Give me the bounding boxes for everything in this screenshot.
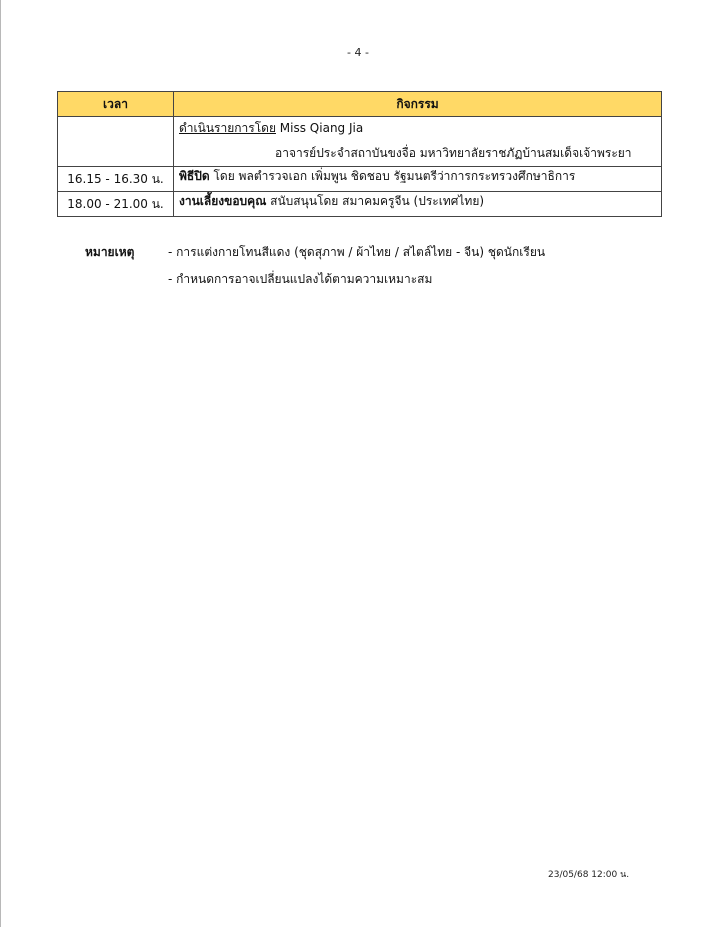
time-cell bbox=[58, 117, 174, 167]
moderator-line bbox=[179, 119, 656, 138]
moderator-name: Miss Qiang Jia bbox=[275, 121, 364, 135]
note-item: - การแต่งกายโทนสีแดง (ชุดสุภาพ / ผ้าไทย / สไตล์ไทย - จีน) ชุดนักเรียน bbox=[168, 245, 546, 259]
activity-title: งานเลี้ยงขอบคุณ bbox=[179, 194, 267, 208]
moderator-title: อาจารย์ประจำสถาบันขงจื่อ มหาวิทยาลัยราชภัฏบ้านสมเด็จเจ้าพระยา bbox=[275, 146, 632, 160]
time-cell: 16.15 - 16.30 น. bbox=[58, 167, 174, 192]
notes-label: หมายเหตุ bbox=[85, 245, 135, 259]
activity-cell bbox=[174, 117, 662, 167]
note-item: - กำหนดการอาจเปลี่ยนแปลงได้ตามความเหมาะสม bbox=[168, 272, 433, 286]
activity-detail: โดย พลตำรวจเอก เพิ่มพูน ชิดชอบ รัฐมนตรีว่าการกระทรวงศึกษาธิการ bbox=[209, 169, 576, 183]
schedule-table bbox=[57, 91, 662, 217]
column-header-activity: กิจกรรม bbox=[174, 92, 662, 117]
activity-title: พิธีปิด bbox=[179, 169, 210, 183]
table-row bbox=[58, 192, 662, 217]
time-cell: 18.00 - 21.00 น. bbox=[58, 192, 174, 217]
activity-detail: สนับสนุนโดย สมาคมครูจีน (ประเทศไทย) bbox=[266, 194, 485, 208]
moderator-label: ดำเนินรายการโดย bbox=[179, 121, 276, 135]
table-row bbox=[58, 167, 662, 192]
footer-timestamp: 23/05/68 12:00 น. bbox=[548, 870, 630, 880]
activity-cell bbox=[174, 192, 662, 217]
table-header-row bbox=[58, 92, 662, 117]
page-left-border bbox=[0, 0, 1, 927]
column-header-time: เวลา bbox=[58, 92, 174, 117]
activity-cell bbox=[174, 167, 662, 192]
page-number: - 4 - bbox=[347, 46, 369, 59]
table-row bbox=[58, 117, 662, 167]
